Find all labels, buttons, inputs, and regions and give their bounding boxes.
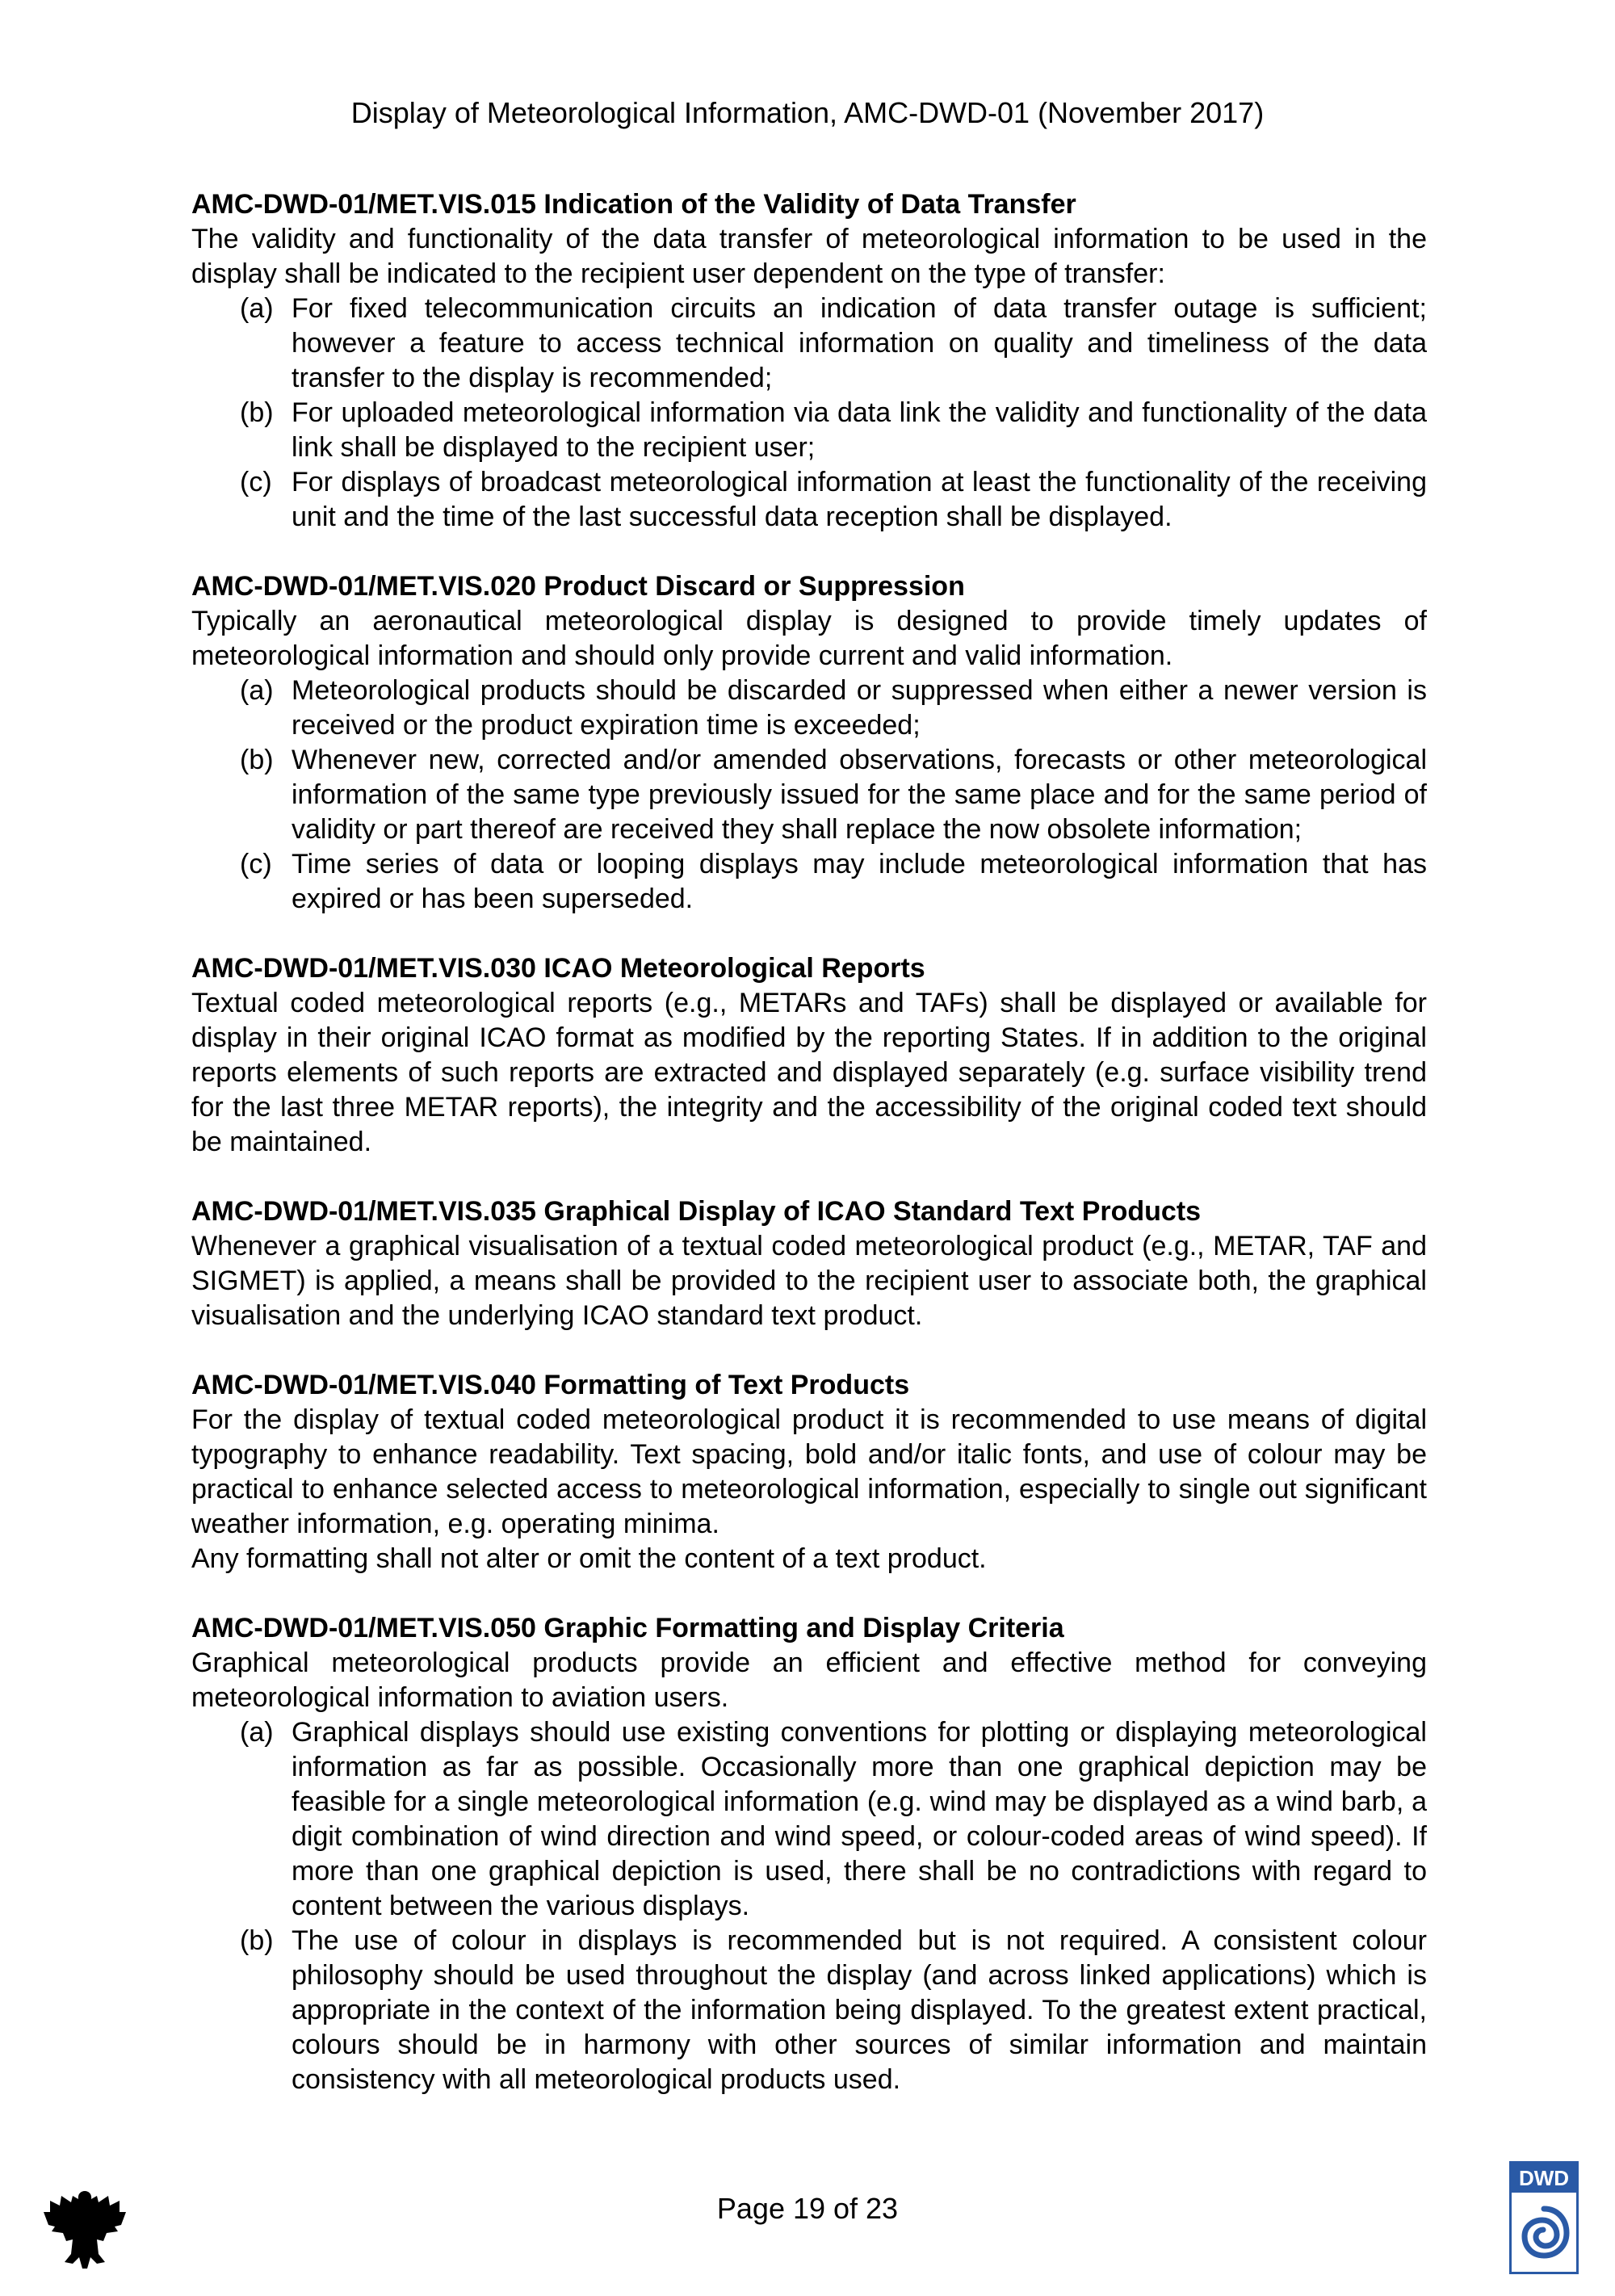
page-header: Display of Meteorological Information, AMC-DWD-01 (November 2017) [350,96,1265,129]
item-label: (b) [240,1925,274,1956]
section-met-vis-050 [191,1611,1427,2097]
item-label: (a) [240,675,274,706]
dwd-logo-text: DWD [1512,2164,1576,2193]
section-intro: Graphical meteorological products provide an efficient and effective method for conveying meteorological information to aviation users. [191,1647,1427,1713]
item-label: (a) [240,293,274,324]
section-intro: For the display of textual coded meteorological product it is recommended to use means of digital typography to enhance readability. Text spacing, bold and/or italic fonts, and use of colour may be practical to enhance selected access to meteorological information, especially to single out significant weather information, e.g. operating minima. [191,1404,1427,1539]
list-item [191,465,1427,535]
section-met-vis-020 [191,569,1427,917]
item-label: (b) [240,397,274,428]
section-title: AMC-DWD-01/MET.VIS.040 Formatting of Text Products [191,1370,910,1400]
item-label: (c) [240,849,272,879]
section-title: AMC-DWD-01/MET.VIS.030 ICAO Meteorological Reports [191,953,925,984]
item-list [191,292,1427,535]
item-text: For displays of broadcast meteorological information at least the functionality of the receiving unit and the time of the last successful data reception shall be displayed. [292,467,1427,532]
item-list [191,1715,1427,2097]
item-text: The use of colour in displays is recommended but is not required. A consistent colour philosophy should be used throughout the display (and across linked applications) which is appropriate in the context of the information being displayed. To the greatest extent practical, colours should be in harmony with other sources of similar information and maintain consistency with all meteorological products used. [292,1925,1427,2095]
section-met-vis-030 [191,951,1427,1160]
section-extra: Any formatting shall not alter or omit the content of a text product. [191,1543,987,1574]
list-item [191,396,1427,465]
section-intro: The validity and functionality of the data transfer of meteorological information to be used in the display shall be indicated to the recipient user dependent on the type of transfer: [191,224,1427,289]
item-text: Time series of data or looping displays may include meteorological information that has expired or has been superseded. [292,849,1427,914]
item-text: Whenever new, corrected and/or amended observations, forecasts or other meteorological information of the same type previously issued for the same place and for the same period of validity or part thereof are received they shall replace the now obsolete information; [292,745,1427,845]
page-number: Page 19 of 23 [716,2192,899,2225]
document-body [191,187,1427,2132]
section-intro: Typically an aeronautical meteorological display is designed to provide timely updates of meteorological information and should only provide current and valid information. [191,606,1427,671]
section-met-vis-015 [191,187,1427,535]
item-text: For fixed telecommunication circuits an indication of data transfer outage is sufficient; however a feature to access technical information on quality and timeliness of the data transfer to the display is recommended; [292,293,1427,393]
section-title: AMC-DWD-01/MET.VIS.050 Graphic Formatting and Display Criteria [191,1613,1064,1643]
section-title: AMC-DWD-01/MET.VIS.020 Product Discard or Suppression [191,571,965,602]
item-label: (b) [240,745,274,775]
dwd-logo [1509,2161,1579,2274]
section-intro: Textual coded meteorological reports (e.g., METARs and TAFs) shall be displayed or available for display in their original ICAO format as modified by the reporting States. If in addition to the original reports elements of such reports are extracted and displayed separately (e.g. surface visibility trend for the last three METAR reports), the integrity and the accessibility of the original coded text should be maintained. [191,988,1427,1157]
item-text: For uploaded meteorological information via data link the validity and functionality of the data link shall be displayed to the recipient user; [292,397,1427,463]
swirl-icon [1512,2193,1576,2272]
section-title: AMC-DWD-01/MET.VIS.035 Graphical Display of ICAO Standard Text Products [191,1196,1202,1227]
section-intro: Whenever a graphical visualisation of a textual coded meteorological product (e.g., METAR, TAF and SIGMET) is applied, a means shall be provided to the recipient user to associate both, the graphical visualisation and the underlying ICAO standard text product. [191,1231,1427,1331]
list-item [191,743,1427,847]
item-text: Graphical displays should use existing conventions for plotting or displaying meteorological information as far as possible. Occasionally more than one graphical depiction may be feasible for a single meteorological information (e.g. wind may be displayed as a wind barb, a digit combination of wind direction and wind speed, or colour-coded areas of wind speed). If more than one graphical depiction is used, there shall be no contradictions with regard to content between the various displays. [292,1717,1427,1921]
list-item [191,674,1427,743]
section-title: AMC-DWD-01/MET.VIS.015 Indication of the Validity of Data Transfer [191,189,1076,220]
item-list [191,674,1427,917]
section-met-vis-035 [191,1194,1427,1333]
item-label: (c) [240,467,272,497]
list-item [191,1924,1427,2097]
list-item [191,1715,1427,1924]
item-text: Meteorological products should be discarded or suppressed when either a newer version is received or the product expiration time is exceeded; [292,675,1427,741]
list-item [191,847,1427,917]
section-met-vis-040 [191,1368,1427,1576]
list-item [191,292,1427,396]
item-label: (a) [240,1717,274,1748]
